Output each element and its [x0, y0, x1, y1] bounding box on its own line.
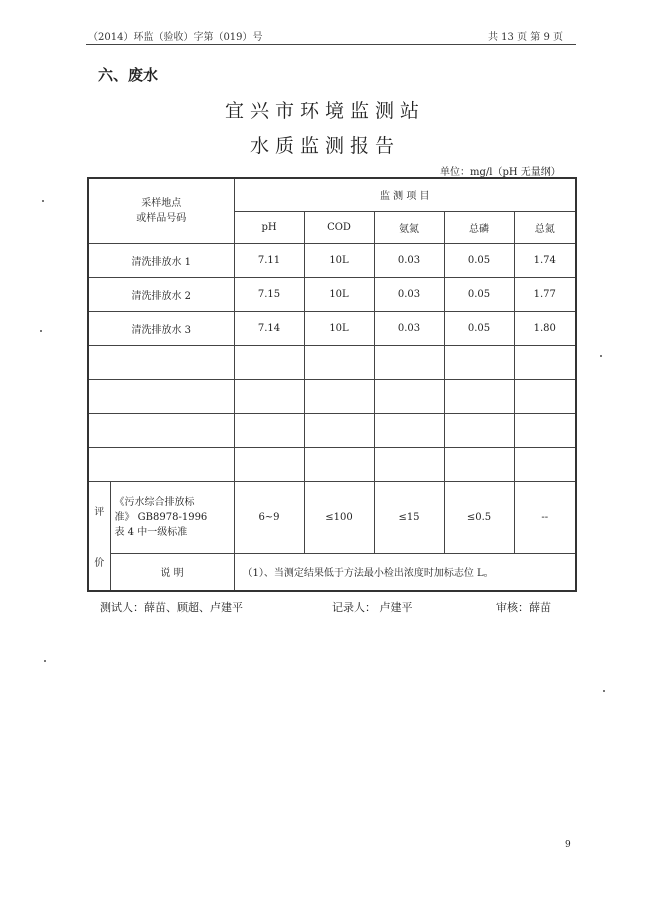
reviewer-signature: 审核：薛苗	[496, 601, 551, 614]
scan-speck	[600, 355, 602, 357]
sample-name: 清洗排放水 3	[88, 311, 234, 345]
empty-row	[88, 413, 576, 447]
sample-name: 清洗排放水 1	[88, 243, 234, 277]
table-cell: 10L	[304, 311, 374, 345]
page-number: 9	[565, 840, 571, 850]
evaluation-side-char: 价	[94, 557, 105, 569]
limit-cell: ≤0.5	[444, 481, 514, 553]
table-row	[88, 243, 576, 277]
table-cell: 10L	[304, 277, 374, 311]
unit-note: 单位：mg/l（pH 无量纲）	[440, 167, 561, 178]
tester-signature: 测试人：薛苗、顾超、卢建平	[100, 601, 243, 614]
standard-line: 表 4 中一级标准	[114, 526, 188, 538]
page-info: 共 13 页 第 9 页	[488, 32, 563, 43]
scan-speck	[40, 330, 42, 332]
evaluation-side-label	[88, 481, 110, 591]
table-cell: 0.05	[444, 311, 514, 345]
table-cell: 0.05	[444, 243, 514, 277]
table-cell: 10L	[304, 243, 374, 277]
column-header: 总氮	[514, 211, 576, 243]
table-cell: 1.77	[514, 277, 576, 311]
limit-cell: --	[514, 481, 576, 553]
empty-row	[88, 345, 576, 379]
scan-speck	[44, 660, 46, 662]
limit-cell: ≤15	[374, 481, 444, 553]
evaluation-standard-row	[88, 481, 576, 553]
table-cell: 7.15	[234, 277, 304, 311]
sample-location-label: 采样地点	[141, 197, 182, 209]
table-cell: 7.11	[234, 243, 304, 277]
table-cell: 0.03	[374, 311, 444, 345]
document-number: （2014）环监（验收）字第（019）号	[88, 32, 263, 43]
evaluation-standard	[110, 481, 234, 553]
recorder-signature: 记录人： 卢建平	[332, 601, 413, 614]
sample-number-label: 或样品号码	[136, 212, 187, 224]
column-header: pH	[234, 211, 304, 243]
table-cell: 0.03	[374, 243, 444, 277]
header-rule	[86, 44, 576, 45]
table-cell: 0.03	[374, 277, 444, 311]
empty-row	[88, 379, 576, 413]
evaluation-side-char: 评	[94, 506, 105, 518]
section-title: 六、废水	[98, 66, 159, 84]
table-cell: 1.80	[514, 311, 576, 345]
note-text: （1）、当测定结果低于方法最小检出浓度时加标志位 L。	[234, 553, 576, 591]
standard-line: 《污水综合排放标	[114, 496, 195, 508]
empty-row	[88, 447, 576, 481]
limit-cell: 6~9	[234, 481, 304, 553]
standard-line: 准》 GB8978-1996	[114, 511, 208, 523]
table-cell: 1.74	[514, 243, 576, 277]
scan-speck	[603, 690, 605, 692]
monitoring-items-header: 监 测 项 目	[234, 178, 576, 211]
table-row	[88, 311, 576, 345]
table-cell: 0.05	[444, 277, 514, 311]
sample-name: 清洗排放水 2	[88, 277, 234, 311]
scan-speck	[42, 200, 44, 202]
note-label: 说 明	[110, 553, 234, 591]
limit-cell: ≤100	[304, 481, 374, 553]
column-header: 氨氮	[374, 211, 444, 243]
report-title-type: 水质监测报告	[249, 135, 400, 157]
evaluation-note-row	[88, 553, 576, 591]
column-header: COD	[304, 211, 374, 243]
monitoring-table	[87, 177, 577, 592]
sample-location-header	[88, 178, 234, 243]
column-header: 总磷	[444, 211, 514, 243]
table-cell: 7.14	[234, 311, 304, 345]
table-row	[88, 277, 576, 311]
report-title-station: 宜兴市环境监测站	[224, 100, 425, 122]
